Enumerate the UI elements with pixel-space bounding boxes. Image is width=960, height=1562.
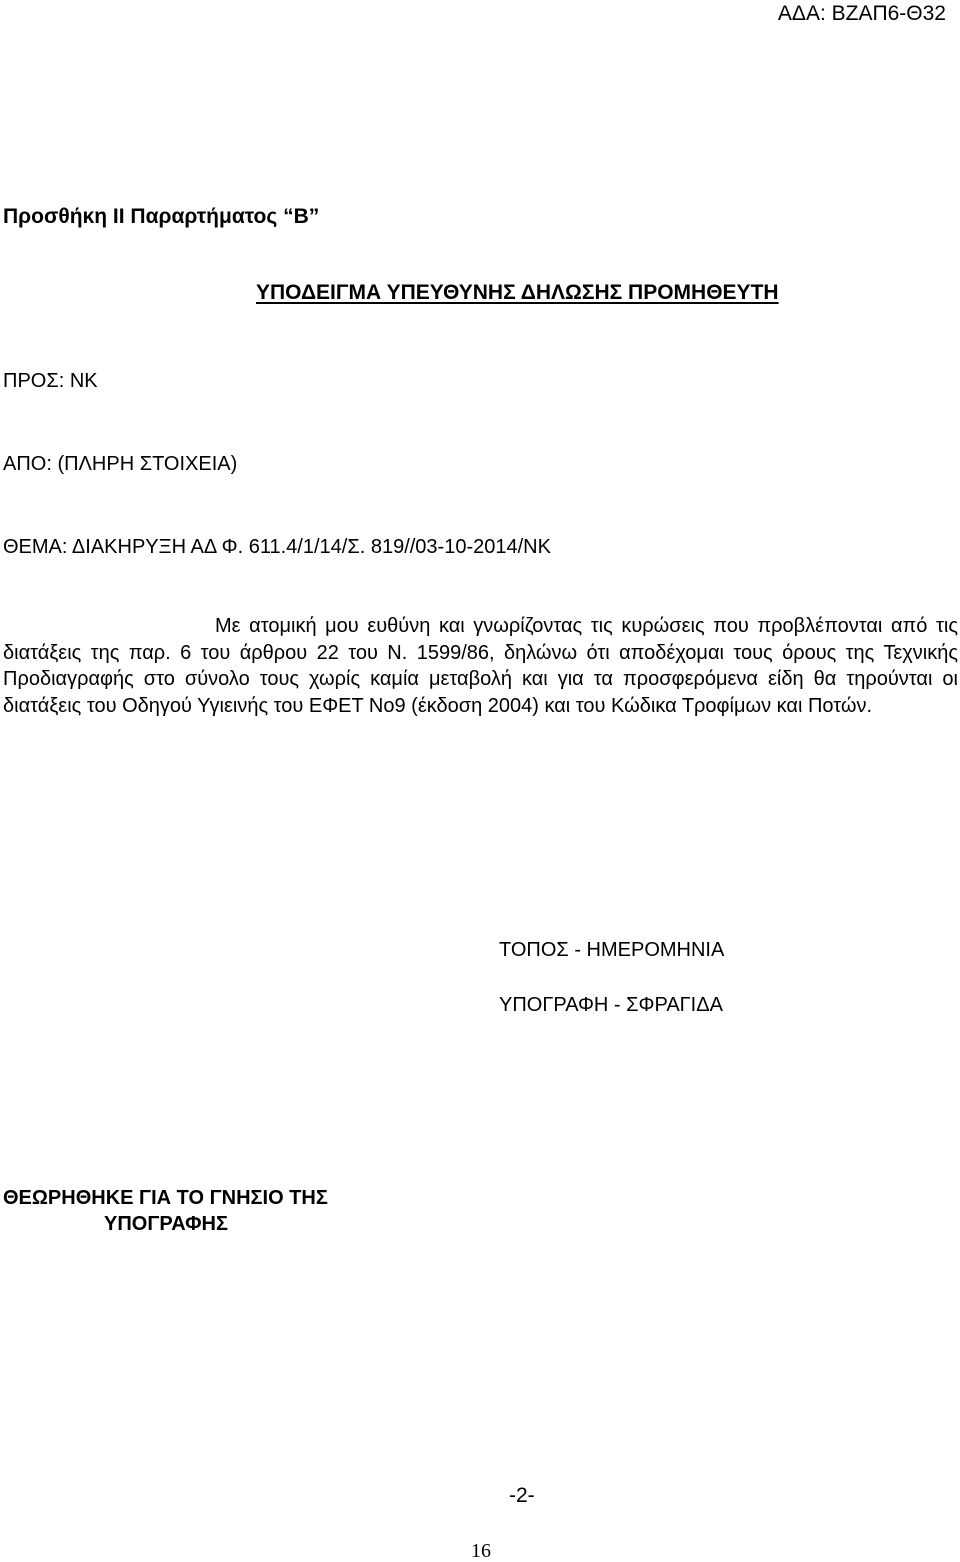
page-marker: -2- <box>509 1484 535 1507</box>
certification-block <box>3 1185 328 1237</box>
recipient-line: ΠΡΟΣ: ΝΚ <box>3 370 98 392</box>
certification-line-1: ΘΕΩΡΗΘΗΚΕ ΓΙΑ ΤΟ ΓΝΗΣΙΟ ΤΗΣ <box>3 1187 328 1209</box>
signature-stamp-label: ΥΠΟΓΡΑΦΗ - ΣΦΡΑΓΙΔΑ <box>499 994 723 1016</box>
form-title: ΥΠΟΔΕΙΓΜΑ ΥΠΕΥΘΥΝΗΣ ΔΗΛΩΣΗΣ ΠΡΟΜΗΘΕΥΤΗ <box>256 281 779 304</box>
place-date-label: ΤΟΠΟΣ - ΗΜΕΡΟΜΗΝΙΑ <box>499 939 725 961</box>
certification-line-2: ΥΠΟΓΡΑΦΗΣ <box>104 1213 228 1235</box>
declaration-paragraph: Με ατομική μου ευθύνη και γνωρίζοντας τις κυρώσεις που προβλέπονται από τις διατάξεις της παρ. 6 του άρθρου 22 του Ν. 1599/86, δηλώνω ότι αποδέχομαι τους όρους της Τεχνικής Προδιαγραφής στο σύνολο τους χωρίς καμία μεταβολή και για τα προσφερόμενα είδη θα τηρούνται οι διατάξεις του Οδηγού Υγιεινής του ΕΦΕΤ Νο9 (έκδοση 2004) και του Κώδικα Τροφίμων και Ποτών. <box>3 615 958 717</box>
ada-code: ΑΔΑ: ΒΖΑΠ6-Θ32 <box>777 2 946 25</box>
addendum-heading: Προσθήκη ΙΙ Παραρτήματος “Β” <box>3 205 320 228</box>
sender-line: ΑΠΟ: (ΠΛΗΡΗ ΣΤΟΙΧΕΙΑ) <box>3 453 238 475</box>
page-number: 16 <box>471 1540 491 1562</box>
subject-line: ΘΕΜΑ: ΔΙΑΚΗΡΥΞΗ ΑΔ Φ. 611.4/1/14/Σ. 819//03-10-2014/ΝΚ <box>3 536 551 558</box>
